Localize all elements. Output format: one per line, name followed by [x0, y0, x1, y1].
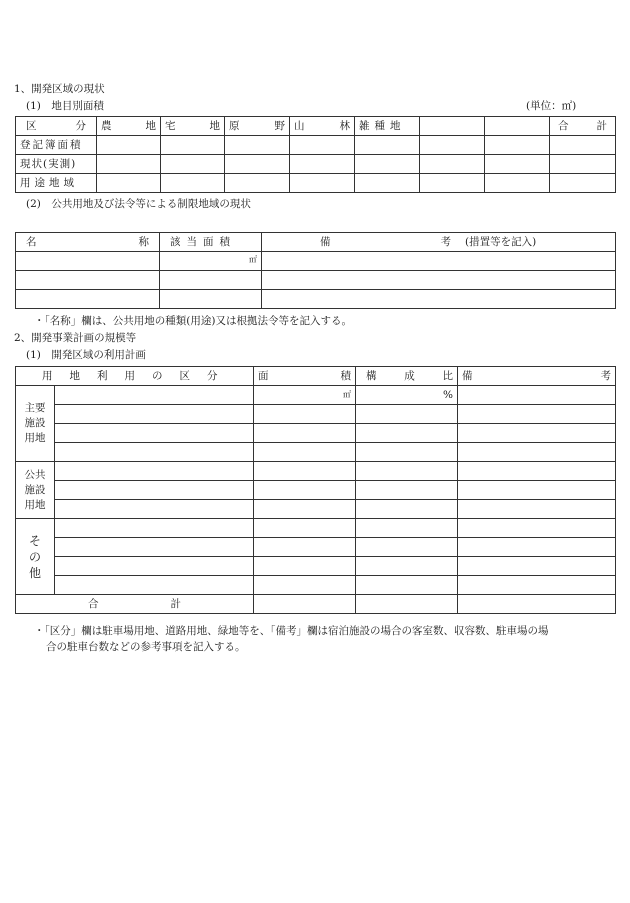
table-cell[interactable]	[458, 557, 616, 576]
group-public-facility: 公共施設用地	[16, 462, 55, 519]
table-cell[interactable]	[16, 271, 160, 290]
header-remarks: 備 考 (措置等を記入)	[262, 233, 616, 252]
category-column-note: ・「区分」欄は駐車場用地、道路用地、緑地等を、「備考」欄は宿泊施設の場合の客室数、収容数、駐車場の場	[34, 625, 549, 637]
percent-unit: %	[356, 386, 458, 405]
table-cell[interactable]	[485, 174, 550, 193]
table-cell[interactable]	[356, 557, 458, 576]
table-cell[interactable]	[458, 481, 616, 500]
table-cell[interactable]	[254, 576, 356, 595]
table-cell[interactable]	[356, 595, 458, 614]
table-cell[interactable]	[290, 174, 355, 193]
row-label-current: 現状(実測)	[16, 155, 97, 174]
table-cell[interactable]	[55, 405, 254, 424]
table-cell[interactable]	[458, 462, 616, 481]
table-cell[interactable]	[290, 136, 355, 155]
land-use-plan-heading: (1) 開発区域の利用計画	[26, 349, 146, 361]
header-residential: 宅 地	[161, 117, 225, 136]
land-category-table	[15, 116, 616, 193]
header-forest: 山 林	[290, 117, 355, 136]
table-cell[interactable]	[458, 386, 616, 405]
table-cell[interactable]	[356, 500, 458, 519]
table-cell[interactable]	[356, 424, 458, 443]
table-cell[interactable]	[458, 405, 616, 424]
table-cell[interactable]	[254, 443, 356, 462]
table-cell[interactable]	[16, 290, 160, 309]
header-blank-2	[485, 117, 550, 136]
table-cell[interactable]	[97, 155, 161, 174]
table-cell[interactable]	[458, 519, 616, 538]
table-cell[interactable]	[225, 136, 290, 155]
header-blank-1	[420, 117, 485, 136]
table-cell[interactable]	[356, 481, 458, 500]
group-main-facility: 主要施設用地	[16, 386, 55, 462]
table-cell[interactable]	[458, 500, 616, 519]
table-cell[interactable]	[254, 557, 356, 576]
table-cell[interactable]	[254, 595, 356, 614]
table-cell[interactable]	[254, 500, 356, 519]
header-name: 名 称	[16, 233, 160, 252]
table-cell[interactable]	[420, 136, 485, 155]
table-cell[interactable]	[55, 557, 254, 576]
table-cell[interactable]	[290, 155, 355, 174]
table-cell[interactable]	[356, 462, 458, 481]
table-cell[interactable]	[97, 136, 161, 155]
table-cell[interactable]	[161, 155, 225, 174]
table-cell[interactable]	[262, 290, 616, 309]
table-cell[interactable]	[458, 424, 616, 443]
table-cell[interactable]	[262, 271, 616, 290]
header-kubun: 区 分	[16, 117, 97, 136]
table-cell[interactable]	[262, 252, 616, 271]
table-cell[interactable]	[161, 174, 225, 193]
table-cell[interactable]	[55, 424, 254, 443]
row-label-registered: 登記簿面積	[16, 136, 97, 155]
header-remarks: 備 考	[458, 367, 616, 386]
table-cell[interactable]	[225, 174, 290, 193]
category-column-note-cont: 合の駐車台数などの参考事項を記入する。	[46, 641, 246, 653]
table-cell[interactable]	[55, 481, 254, 500]
header-farmland: 農 地	[97, 117, 161, 136]
table-cell[interactable]	[254, 481, 356, 500]
land-use-table	[15, 366, 616, 614]
section1-title: 1、開発区域の現状	[14, 83, 105, 95]
table-cell[interactable]	[550, 136, 616, 155]
unit-label: (単位：㎡)	[526, 100, 577, 112]
sqm-unit: ㎡	[254, 386, 356, 405]
table-cell[interactable]	[355, 174, 420, 193]
table-cell[interactable]	[356, 538, 458, 557]
table-cell[interactable]	[356, 443, 458, 462]
header-area: 該当面積	[160, 233, 262, 252]
table-cell[interactable]	[160, 290, 262, 309]
table-cell[interactable]	[55, 462, 254, 481]
table-cell[interactable]	[55, 443, 254, 462]
table-cell[interactable]	[16, 252, 160, 271]
header-field: 原 野	[225, 117, 290, 136]
table-cell[interactable]	[420, 174, 485, 193]
table-cell[interactable]	[355, 155, 420, 174]
table-cell[interactable]	[254, 519, 356, 538]
table-cell[interactable]	[254, 405, 356, 424]
restricted-area-table	[15, 232, 616, 309]
table-cell[interactable]	[55, 538, 254, 557]
table-cell[interactable]	[485, 155, 550, 174]
table-cell[interactable]	[356, 405, 458, 424]
table-cell[interactable]	[458, 595, 616, 614]
row-label-zoning: 用途地域	[16, 174, 97, 193]
header-ratio: 構 成 比	[356, 367, 458, 386]
table-cell[interactable]	[55, 500, 254, 519]
table-cell[interactable]	[254, 462, 356, 481]
table-cell[interactable]	[458, 538, 616, 557]
table-cell[interactable]	[420, 155, 485, 174]
table-cell[interactable]	[254, 424, 356, 443]
table-cell[interactable]	[97, 174, 161, 193]
header-misc-land: 雑種地	[355, 117, 420, 136]
table-cell[interactable]	[485, 136, 550, 155]
table-cell[interactable]	[356, 519, 458, 538]
group-other: その他	[16, 519, 55, 595]
table-cell[interactable]	[160, 271, 262, 290]
table-cell[interactable]	[161, 136, 225, 155]
table-cell[interactable]	[225, 155, 290, 174]
header-total: 合 計	[550, 117, 616, 136]
table-cell[interactable]	[550, 174, 616, 193]
table-cell[interactable]	[254, 538, 356, 557]
table-cell[interactable]	[550, 155, 616, 174]
table-cell[interactable]	[355, 136, 420, 155]
table-cell[interactable]	[458, 576, 616, 595]
total-label: 合 計	[16, 595, 254, 614]
table-cell[interactable]	[55, 519, 254, 538]
header-land-use-category: 用地利用の区分	[16, 367, 254, 386]
table-cell[interactable]	[55, 386, 254, 405]
restricted-area-heading: (2) 公共用地及び法令等による制限地域の現状	[26, 198, 251, 210]
section2-title: 2、開発事業計画の規模等	[14, 332, 137, 344]
land-category-heading: (1) 地目別面積	[26, 100, 104, 112]
table-cell[interactable]	[356, 576, 458, 595]
header-area: 面 積	[254, 367, 356, 386]
sqm-unit: ㎡	[160, 252, 262, 271]
table-cell[interactable]	[55, 576, 254, 595]
table-cell[interactable]	[458, 443, 616, 462]
name-column-note: ・「名称」欄は、公共用地の種類(用途)又は根拠法令等を記入する。	[34, 315, 352, 327]
